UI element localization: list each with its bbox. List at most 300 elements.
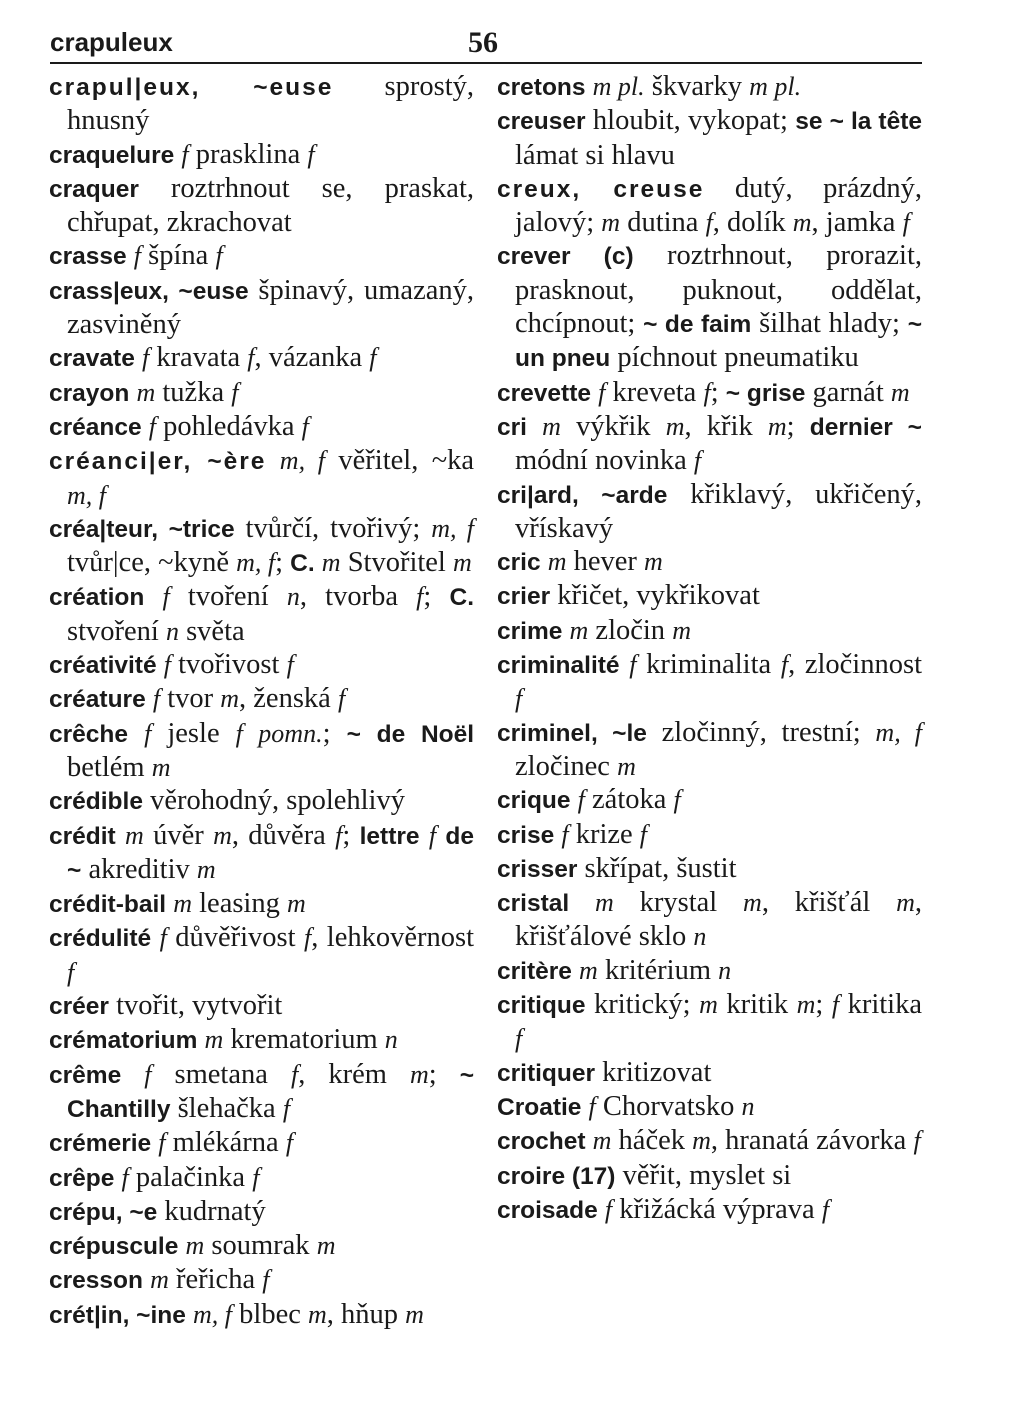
entry-translation [116,820,125,851]
entry-translation [151,922,159,953]
grammar-label: f [303,923,312,953]
grammar-label: f [639,819,648,849]
entry-translation [598,1194,605,1225]
dictionary-entry [49,274,474,342]
grammar-label: f [162,582,170,612]
grammar-label: f [604,1194,613,1224]
dictionary-entry [49,784,474,818]
entry-headword: ~ Chantilly [67,1061,475,1123]
entry-translation: křiklavý, ukřičený, vřískavý [515,478,923,544]
entry-translation: ; [786,410,810,442]
entry-translation [572,955,579,986]
grammar-label: m [672,615,691,645]
entry-headword: créativité [49,652,157,680]
entry-translation [121,1059,144,1090]
entry-headword: crique [497,787,571,815]
entry-headword: criminalité [497,652,620,680]
entry-headword: C. [449,584,474,612]
grammar-label: m [452,548,472,578]
entry-translation: věrohodný, spolehlivý [142,785,405,817]
dictionary-entry [497,818,922,852]
entry-translation: tvoření [169,581,287,613]
grammar-label: m [792,208,812,238]
entry-headword: cri|ard, ~arde [497,481,668,509]
grammar-label: f [307,139,315,169]
entry-translation: , důvěra [231,819,336,851]
entry-translation: , lehkověrnost [311,922,474,954]
entry-translation: věřit, myslet si [615,1159,792,1191]
grammar-label: m [890,377,910,407]
entry-headword: créa|teur, ~trice [49,515,235,543]
dictionary-entry [497,579,922,613]
dictionary-entry [49,1195,474,1229]
entry-translation: kritizovat [595,1056,712,1088]
entry-translation [527,411,542,442]
dictionary-entry [497,478,922,546]
entry-translation: kravata [149,342,248,374]
entry-translation: ; [815,989,832,1021]
grammar-label: m [213,820,232,850]
entry-translation: dutý, prázdný, jalový; [515,172,922,239]
grammar-label: f [577,785,585,815]
entry-translation: dutina [620,207,706,239]
dictionary-entry [497,239,922,375]
dictionary-entry [497,545,922,579]
dictionary-entry [497,648,922,716]
grammar-label: f [337,684,346,714]
entry-translation: roztrhnout se, praskat, chřupat, zkrachovat [67,172,474,239]
entry-headword: ~ de Noël [346,720,475,748]
grammar-label: m [316,1231,336,1261]
entry-translation [142,411,149,442]
entry-translation [541,546,548,577]
grammar-label: f [67,957,75,987]
entry-translation: škvarky [644,71,750,102]
dictionary-entry [49,376,474,410]
entry-headword: croisade [497,1196,598,1224]
grammar-label: m [592,1126,612,1156]
grammar-label: f [215,241,223,271]
entry-headword: crime [497,617,563,645]
grammar-label: m, f [193,1299,233,1329]
entry-headword: crass|eux, ~euse [49,277,249,305]
entry-translation: píchnout pneumatiku [610,342,859,374]
grammar-label: f [181,139,189,169]
entry-translation [135,342,142,373]
grammar-label: m [767,411,787,441]
entry-translation [586,71,593,102]
entry-translation: ; [423,581,450,613]
entry-translation [586,1125,593,1156]
entry-headword: crémerie [49,1130,152,1158]
entry-translation [620,649,630,680]
entry-translation [569,887,595,918]
entry-headword: crêpe [49,1164,115,1192]
entry-headword: se ~ la tête [795,108,922,136]
grammar-label: f [369,343,377,373]
entry-translation: důvěřivost [166,922,304,954]
grammar-label: n [693,922,707,952]
dictionary-entry [49,580,474,648]
grammar-label: n [718,955,732,985]
entry-headword: ~ de faim [643,311,752,339]
dictionary-entry [49,1263,474,1297]
entry-headword: création [49,584,145,612]
grammar-label: m [547,547,567,577]
grammar-label: f [121,1162,129,1192]
grammar-label: f [629,650,637,680]
entry-headword: critiquer [497,1059,596,1087]
grammar-label: m [405,1299,424,1329]
entry-translation [114,1162,121,1193]
entry-translation: tvůr|ce, ~kyně [67,547,237,579]
entry-headword: crise [497,821,555,849]
dictionary-entry [497,1090,922,1124]
grammar-label: m [542,411,561,441]
dictionary-entry [49,648,474,682]
entry-headword: crier [497,583,551,611]
entry-translation [186,1299,193,1330]
entry-translation: výkřik [560,410,666,442]
dictionary-entry [497,172,922,240]
entry-translation: háček [611,1125,693,1157]
grammar-label: m [896,888,915,918]
grammar-label: n [286,582,300,612]
grammar-label: m [196,854,216,884]
entry-headword: lettre [359,822,420,850]
entry-translation: šilhat hlady; [751,308,908,340]
grammar-label: f [693,446,702,476]
entry-headword: crépuscule [49,1233,179,1261]
entry-translation: ; [322,717,347,749]
entry-headword: crédit-bail [49,891,167,919]
dictionary-entry [49,1298,474,1332]
right-column [497,70,922,1227]
dictionary-entry [497,954,922,988]
entry-translation: zločinec [515,750,618,782]
entry-translation [127,240,134,271]
entry-headword: dernier ~ [809,413,922,441]
entry-translation: , křik [684,410,768,442]
grammar-label: f [141,343,150,373]
entry-headword: criminel, ~le [497,719,647,747]
entry-headword: critique [497,992,586,1020]
grammar-label: m [125,820,144,850]
grammar-label: n [741,1091,755,1121]
entry-headword: créature [49,686,146,714]
grammar-label: f [428,820,437,850]
entry-translation: stvoření [67,615,166,647]
entry-translation: kritérium [597,954,719,986]
entry-translation: špinavý, umazaný, zasviněný [67,274,475,341]
dictionary-entry [49,1229,474,1263]
entry-translation: skřípat, šustit [577,852,737,884]
entry-translation: kritik [717,989,797,1021]
grammar-label: f [262,1265,270,1295]
grammar-label: m [595,888,614,918]
entry-translation: garnát [805,376,891,408]
entry-translation [571,784,578,815]
entry-translation: křižácká výprava [612,1193,822,1225]
entry-translation: akreditiv [81,853,197,885]
grammar-label: n [384,1025,398,1055]
dictionary-entry [497,1159,922,1193]
entry-headword: créance [49,413,142,441]
grammar-label: m, f [236,548,276,578]
grammar-label: f [705,208,713,238]
grammar-label: m [601,208,621,238]
entry-headword: crayon [49,379,130,407]
entry-headword: créer [49,993,109,1021]
grammar-label: f [144,718,152,748]
grammar-label: m [692,1126,711,1156]
dictionary-entry [49,887,474,921]
entry-headword: cric [497,549,541,577]
grammar-label: f [282,1093,291,1123]
entry-translation: palačinka [128,1161,253,1193]
entry-translation: zločin [588,614,673,646]
entry-translation: kritika [839,989,922,1021]
dictionary-entry [49,717,474,785]
grammar-label: m [151,752,171,782]
dictionary-entry [49,138,474,172]
dictionary-entry [49,239,474,273]
entry-translation [581,1091,588,1122]
entry-headword: C. [290,550,315,578]
grammar-label: m, f [431,513,474,543]
entry-headword: craquer [49,175,139,203]
dictionary-entry [497,886,922,954]
entry-headword: ~ grise [725,379,806,407]
entry-translation: , jamka [811,207,903,239]
entry-headword: crapul|eux, ~euse [49,74,334,101]
grammar-label: f [780,650,789,680]
dictionary-entry [497,70,922,104]
grammar-label: f [133,241,142,271]
entry-headword: cresson [49,1267,143,1295]
grammar-label: f [285,1128,294,1158]
grammar-label: f [588,1091,596,1121]
dictionary-entry [49,341,474,375]
grammar-label: m [204,1025,224,1055]
entry-translation: šlehačka [170,1092,283,1124]
entry-translation: , křišťál [761,887,897,919]
entry-translation: tvor [160,683,221,715]
entry-translation: úvěr [143,819,214,851]
entry-translation: ; [428,1058,460,1090]
entry-translation: soumrak [204,1230,317,1262]
entry-headword: Croatie [497,1093,582,1121]
entry-translation: blbec [232,1298,308,1330]
entry-headword: crématorium [49,1027,198,1055]
grammar-label: m [308,1299,327,1329]
dictionary-entry [497,1124,922,1158]
entry-headword: cravate [49,345,135,373]
entry-translation [420,820,429,851]
entry-translation: řeřicha [168,1264,263,1296]
entry-translation: , zločinnost [788,649,922,681]
entry-headword: critère [497,957,572,985]
entry-headword: crême [49,1061,122,1089]
grammar-label: f [902,208,910,238]
dictionary-entry [49,444,474,512]
entry-translation: mlékárna [165,1127,286,1159]
entry-translation [562,615,569,646]
entry-headword: ~ un pneu [515,311,923,373]
grammar-label: f [913,1126,921,1156]
entry-translation: zločinný, trestní; [646,716,876,748]
grammar-label: f [673,785,681,815]
dictionary-entry [49,512,474,581]
entry-translation: ; [342,819,360,851]
grammar-label: m [150,1265,169,1295]
dictionary-entry [497,614,922,648]
entry-headword: crédulité [49,925,152,953]
guide-word: crapuleux [50,27,173,57]
grammar-label: f [247,343,255,373]
entry-headword: créanci|er, ~ère [49,448,267,476]
dictionary-entry [497,783,922,817]
dictionary-entry [49,921,474,989]
entry-translation [128,718,144,749]
grammar-label: m [321,548,341,578]
entry-translation: jesle [151,717,236,749]
grammar-label: m pl. [749,72,802,101]
entry-translation [178,1230,185,1261]
dictionary-entry [49,1126,474,1160]
entry-translation: , hranatá závorka [710,1125,914,1157]
entry-translation: tužka [155,376,232,408]
left-column [49,70,474,1332]
entry-headword: crêche [49,720,129,748]
grammar-label: m, f [67,480,106,510]
entry-headword: cri [497,413,527,441]
grammar-label: m pl. [592,72,645,101]
entry-translation: špína [141,240,216,272]
entry-translation: krystal [613,887,744,919]
entry-translation: věřitel, ~ka [325,445,475,477]
grammar-label: f [831,990,840,1020]
entry-headword: crédit [49,822,116,850]
grammar-label: m [409,1059,429,1089]
entry-translation: ; [275,547,291,579]
entry-translation: tvořivost [170,649,287,681]
entry-translation: , tvorba [299,581,417,613]
entry-translation: kreveta [605,376,704,408]
dictionary-entry [49,819,474,888]
grammar-label: f [148,411,156,441]
dictionary-entry [497,852,922,886]
entry-translation [266,445,279,476]
grammar-label: f [515,684,523,714]
entry-translation: roztrhnout, prorazit, prasknout, puknout, oddělat, chcípnout; [515,240,922,340]
entry-headword: crédible [49,788,143,816]
entry-translation [315,547,322,578]
entry-translation: pohledávka [156,410,302,442]
entry-headword: croire (17) [497,1162,616,1190]
entry-headword: crevette [497,379,591,407]
grammar-label: f [144,1059,152,1089]
entry-translation [197,1024,204,1055]
grammar-label: m [220,684,240,714]
entry-translation: , krém [298,1058,410,1090]
entry-headword: creuser [497,108,586,136]
entry-headword: cristal [497,890,570,918]
entry-translation: leasing [192,888,287,920]
entry-translation: sprostý, hnusný [67,71,474,137]
entry-translation: světa [178,615,245,647]
entry-translation: hever [566,546,645,578]
grammar-label: m [569,615,589,645]
grammar-label: f [152,684,161,714]
grammar-label: f [252,1162,260,1192]
grammar-label: f pomn. [235,718,323,748]
entry-translation: lámat si hlavu [515,139,675,171]
entry-translation: kudrnatý [157,1195,266,1227]
grammar-label: f [231,377,239,407]
dictionary-entry [497,988,922,1056]
dictionary-entry [497,716,922,784]
dictionary-entry [49,1023,474,1057]
entry-translation: ; [710,376,726,408]
entry-translation [146,683,153,714]
grammar-label: m [136,377,156,407]
entry-headword: crasse [49,243,127,271]
entry-translation: křičet, vykřikovat [550,580,760,612]
grammar-label: f [290,1059,299,1089]
entry-headword: de ~ [67,822,474,884]
dictionary-entry [49,70,474,138]
grammar-label: m [173,889,192,919]
entry-translation: , křišťálové sklo [515,887,922,953]
grammar-label: f [821,1194,830,1224]
grammar-label: f [703,377,711,407]
grammar-label: m [579,955,598,985]
entry-translation: Stvořitel [340,547,453,579]
entry-translation: krize [568,818,640,850]
grammar-label: f [159,923,167,953]
grammar-label: n [165,616,179,646]
entry-headword: creux, creuse [497,175,705,203]
grammar-label: f [561,819,569,849]
entry-translation: prasklina [188,138,308,170]
entry-translation: tvůrčí, tvořivý; [234,512,432,544]
entry-translation: zátoka [584,784,674,816]
grammar-label: m [743,888,762,918]
entry-translation: kritický; [585,989,700,1021]
dictionary-entry [49,410,474,444]
entry-headword: craquelure [49,141,175,169]
grammar-label: f [416,582,424,612]
entry-headword: crochet [497,1128,586,1156]
grammar-label: m [185,1231,205,1261]
entry-translation: krematorium [223,1024,385,1056]
entry-translation [436,820,445,851]
entry-headword: crépu, ~e [49,1198,158,1226]
grammar-label: m [699,990,718,1020]
dictionary-entry [497,1193,922,1227]
entry-translation: Chorvatsko [595,1090,742,1122]
entry-translation: tvořit, vytvořit [108,990,283,1022]
entry-headword: crever (c) [497,243,634,271]
grammar-label: m, f [875,717,922,747]
grammar-label: f [158,1128,166,1158]
entry-translation: betlém [67,751,152,783]
grammar-label: m [644,547,663,577]
page-number: 56 [468,26,498,59]
entry-headword: crét|in, ~ine [49,1301,186,1329]
dictionary-entry [497,104,922,172]
